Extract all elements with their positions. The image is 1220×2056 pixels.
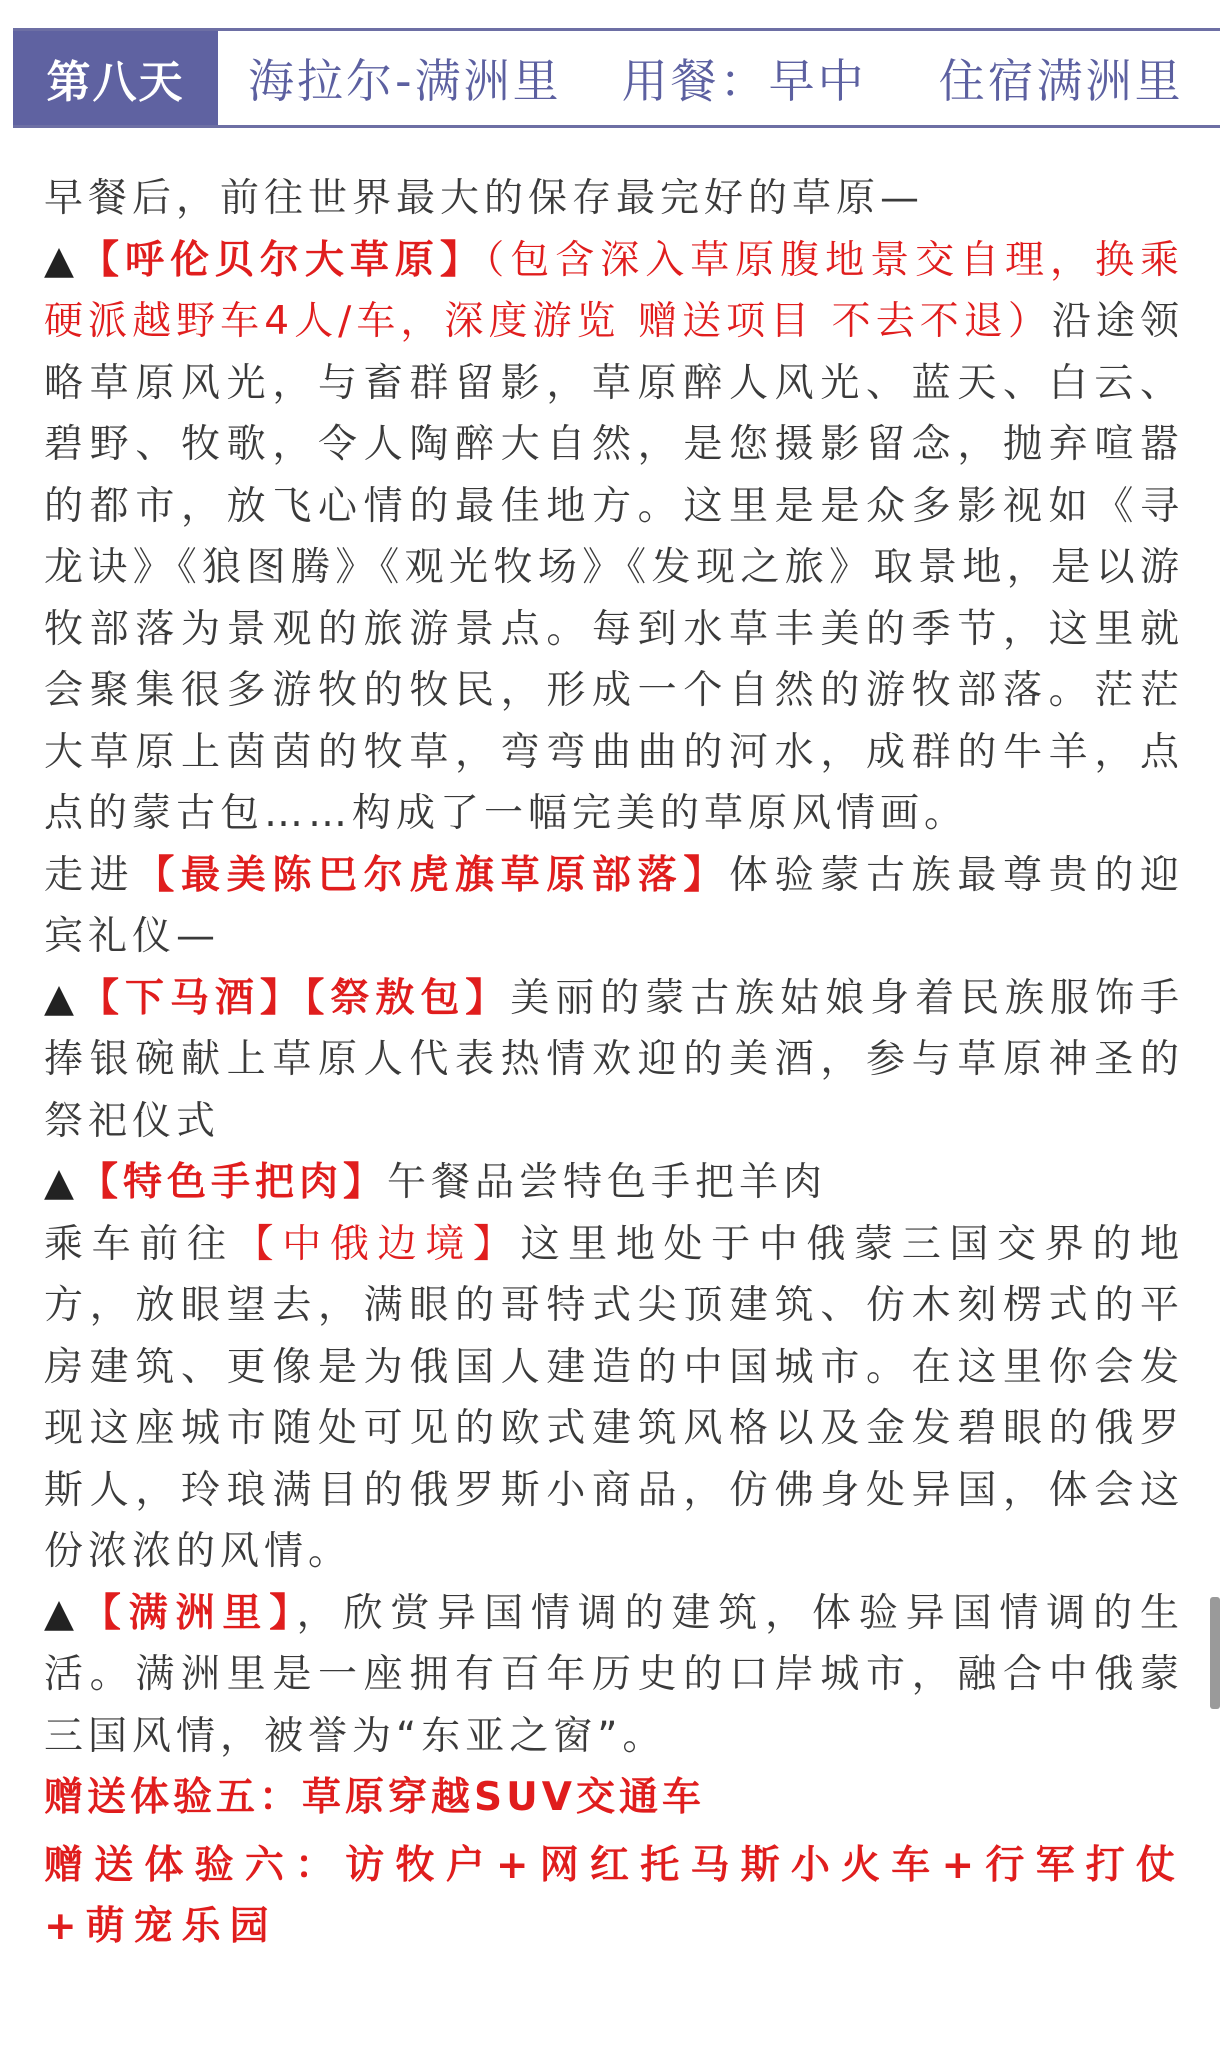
paragraph-tribe — [44, 845, 1184, 968]
stay-label: 住宿满洲里 — [938, 54, 1184, 108]
paragraph-manzhouli — [44, 1583, 1184, 1768]
border-text: 这里地处于中俄蒙三国交界的地方，放眼望去，满眼的哥特式尖顶建筑、仿木刻楞式的平房建筑、更像是为俄国人建造的中国城市。在这里你会发现这座城市随处可见的欧式建筑风格以及金发碧眼的俄罗斯人，玲琅满目的俄罗斯小商品，仿佛身处异国，体会这份浓浓的风情。 — [44, 1221, 1184, 1574]
triangle-bullet-icon: ▲ — [44, 237, 80, 283]
gift-five: 赠送体验五：草原穿越SUV交通车 — [44, 1775, 705, 1820]
paragraph-intro: 早餐后，前往世界最大的保存最完好的草原— — [44, 176, 925, 221]
manzhouli-text: ，欣赏异国情调的建筑，体验异国情调的生活。满洲里是一座拥有百年历史的口岸城市，融合中俄蒙三国风情，被誉为“东亚之窗”。 — [44, 1590, 1184, 1759]
manzhouli-title: 【满洲里】 — [81, 1590, 297, 1636]
paragraph-ceremony — [44, 968, 1184, 1153]
triangle-bullet-icon: ▲ — [44, 1160, 79, 1205]
border-title: 【中俄边境】 — [234, 1221, 521, 1267]
triangle-bullet-icon: ▲ — [44, 1590, 82, 1636]
border-pre: 乘车前往 — [44, 1221, 235, 1267]
paragraph-grassland — [44, 230, 1184, 845]
triangle-bullet-icon: ▲ — [44, 975, 80, 1021]
day-header — [13, 28, 1220, 128]
route-label: 海拉尔-满洲里 — [248, 54, 562, 108]
grassland-title: 【呼伦贝尔大草原】 — [79, 237, 485, 283]
grassland-text: 沿途领略草原风光，与畜群留影，草原醉人风光、蓝天、白云、碧野、牧歌，令人陶醉大自然，是您摄影留念，抛弃喧嚣的都市，放飞心情的最佳地方。这里是是众多影视如《寻龙诀》《狼图腾》《观光牧场》《发现之旅》取景地，是以游牧部落为景观的旅游景点。每到水草丰美的季节，这里就会聚集很多游牧的牧民，形成一个自然的游牧部落。茫茫大草原上茵茵的牧草，弯弯曲曲的河水，成群的牛羊，点点的蒙古包……构成了一幅完美的草原风情画。 — [44, 299, 1184, 836]
meals-label: 用餐：早中 — [621, 54, 867, 108]
scrollbar[interactable] — [1210, 1597, 1220, 1709]
itinerary-body — [44, 168, 1184, 1958]
ceremony-text: 美丽的蒙古族姑娘身着民族服饰手捧银碗献上草原人代表热情欢迎的美酒，参与草原神圣的祭祀仪式 — [44, 975, 1184, 1144]
tribe-title: 【最美陈巴尔虎旗草原部落】 — [135, 852, 729, 898]
tribe-text: 体验蒙古族最尊贵的迎宾礼仪— — [44, 852, 1184, 959]
day-badge: 第八天 — [13, 31, 218, 125]
grassland-note: （包含深入草原腹地景交自理，换乘硬派越野车4人/车，深度游览 赠送项目 不去不退） — [44, 237, 1184, 344]
paragraph-border — [44, 1214, 1184, 1583]
lunch-title: 【特色手把肉】 — [79, 1160, 388, 1205]
paragraph-lunch — [44, 1152, 1184, 1214]
ceremony-title: 【下马酒】【祭敖包】 — [79, 975, 511, 1021]
gift-six: 赠送体验六：访牧户+网红托马斯小火车+行军打仗+萌宠乐园 — [44, 1842, 1184, 1949]
tribe-pre: 走进 — [44, 852, 136, 898]
lunch-text: 午餐品尝特色手把羊肉 — [387, 1160, 828, 1205]
